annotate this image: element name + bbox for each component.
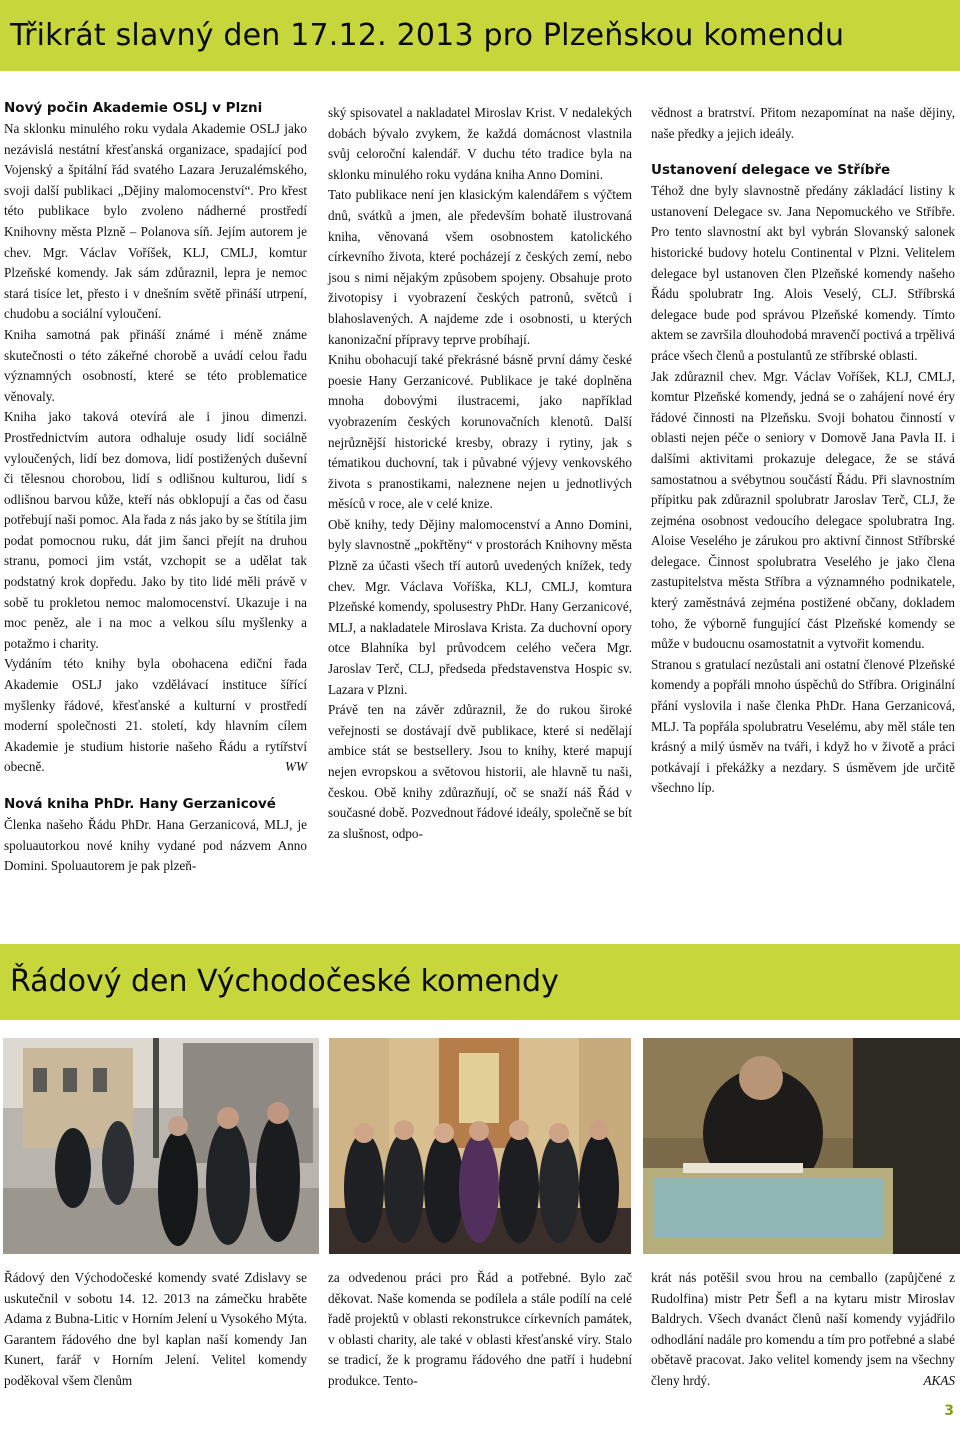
paragraph: Členka našeho Řádu PhDr. Hana Gerzanicová, MLJ, je spoluautorkou nové knihy vydané pod názvem Anno Domini. Spoluautorem je pak plzeň- [4,817,307,874]
article-title-1: Třikrát slavný den 17.12. 2013 pro Plzeňskou komendu [10,18,845,53]
paragraph: Kniha jako taková otevírá ale i jinou dimenzi. Prostřednictvím autora odhaluje osudy lidí sociálně vyloučených, lidí bez domova, lidí postižených duševní či tělesnou chorobou, lidí s odlišnou kulturou, lidí s odlišnou barvou kůže, kteří nás obklopují a čas od času potřebují naši pomoc. Ala řada z nás jako by se štítila jim podat pomocnou ruku, dát jim šanci přejít na druhou stranu, pomoci jim vstát, vzchopit se a udělat tak podstatný krok dopředu. Jako by tito lidé měli právě v sobě tu prokletou nemoc malomocenství. Ukazuje i na moc peněz, ale i na moc a velkou sílu myšlenky a potažmo i charity. [4,409,307,651]
paragraph: Téhož dne byly slavnostně předány základácí listiny k ustanovení Delegace sv. Jana Nepomuckého ve Stříbře. Pro tento slavnostní akt byl vybrán Slovanský salonek historické budovy hotelu Continental v Plzni. Velitelem delegace byl ustanoven člen Plzeňské komendy našeho Řádu spolubratr Ing. Alois Veselý, CLJ. Stříbrská delegace bude pod správou Plzeňské komendy. Tímto aktem se završila dlouhodobá mravenčí poctivá a trpělivá práce všech členů a postulantů ze stříbrské oblasti. [651,183,955,363]
paragraph: za odvedenou práci pro Řád a potřebné. Bylo zač děkovat. Naše komenda se podílela a stále podílí na celé řadě projektů v oblasti rekonstrukce církevních památek, v oblasti charity, ale také v oblasti křesťanské víry. Stalo se tradicí, že k programu řádového dne patří i hudební produkce. Tento- [328,1270,632,1388]
paragraph-text: Vydáním této knihy byla obohacena ediční řada Akademie OSLJ jako vzdělávací instituce šířící myšlenky řádové, křesťanské a kulturní v prostředí moderní společnosti 21. století, kdy hlavním cílem Akademie je studium historie našeho Řádu a rytířství obecně. [4,656,307,775]
article-title-2: Řádový den Východočeské komendy [10,964,559,999]
paragraph [4,654,307,778]
photo-group [329,1038,631,1254]
paragraph: vědnost a bratrství. Přitom nezapomínat na naše dějiny, naše předky a jejich ideály. [651,105,955,141]
subheading-kniha: Nová kniha PhDr. Hany Gerzanicové [4,796,276,812]
column-2 [328,103,632,844]
paragraph: ský spisovatel a nakladatel Miroslav Krist. V nedalekých dobách bývalo zvykem, že každá domácnost vlastnila svůj celoroční kalendář. V duchu této tradice byla na sklonku minulého roku vydána kniha Anno Domini. [328,105,632,182]
column-3 [651,103,955,799]
paragraph: Stranou s gratulací nezůstali ani ostatní členové Plzeňské komendy a popřáli mnoho úspěchů do Stříbra. Originální přání vyslovila i naše členka PhDr. Hana Gerzanicová, MLJ. Ta popřála spolubratru Veselému, aby měl stále ten krásný a milý úsměv na tváři, i když ho v životě a práci potkávají i překážky a nezdary. S úsměvem jde určitě všechno líp. [651,656,955,796]
bottom-column-3 [651,1268,955,1392]
paragraph: Na sklonku minulého roku vydala Akademie OSLJ jako nezávislá nestátní křesťanská organizace, spadající pod Vojenský a špitální řád svatého Lazara Jeruzalémského, svoji další publikaci „Dějiny malomocenství“. Pro křest této publikace bylo zvoleno nádherné prostředí Knihovny města Plzně – Polanova síň. Jejím autorem je chev. Mgr. Václav Voříšek, KLJ, CMLJ, komtur Plzeňské komendy. Jak sám zdůraznil, lepra je nemoc stará tisíce let, přesto i v dnešním světě přináší utrpení, chudobu a sociální vyloučení. [4,121,307,322]
paragraph: Tato publikace není jen klasickým kalendářem s výčtem dnů, svátků a jmen, ale především bohatě ilustrovaná kniha, věnovaná všem osobnostem katolického církevního života, které pocházejí z českých zemí, nebo jsou s nimi nějakým způsobem spojeny. Obsahuje proto životopisy i vyobrazení českých patronů, světců i blahoslavených. A najdeme zde i osobnosti, u kterých kanonizační přípravy teprve probíhají. [328,187,632,347]
column-1 [4,98,307,877]
paragraph: Kniha samotná pak přináší známé i méně známe skutečnosti o této zákeřné chorobě a uvádí celou řadu významných osobností, které se této problematice věnovaly. [4,326,307,404]
photo-harpsichord [643,1038,960,1254]
signature: WW [285,759,307,775]
paragraph [651,1268,955,1392]
signature: AKAS [923,1372,955,1388]
subheading-delegace: Ustanovení delegace ve Stříbře [651,162,891,179]
paragraph: Knihu obohacují také překrásné básně první dámy české poesie Hany Gerzanicové. Publikace je také doplněna mnoha dobovými ilustracemi, jako například vyobrazením českých korunovačních klenotů. Další nejrůznější historické kresby, obrazy i rytiny, jak s tématikou duchovní, tak i půvabné výjevy venkovského života s pranostikami, naleznene nejen u jednotlivých měsíců v roce, ale v celé knize. [328,352,632,512]
paragraph: Řádový den Východočeské komendy svaté Zdislavy se uskutečnil v sobotu 14. 12. 2013 na zámečku hraběte Adama z Bubna-Litic v Horním Jelení u Vysokého Mýta. Garantem řádového dne byl kaplan naší komendy Jan Kunert, farář v Horním Jelení. Velitel komendy poděkoval všem členům [4,1270,307,1388]
header-banner-2 [0,944,960,1020]
page-number: 3 [944,1403,954,1419]
bottom-column-2 [328,1268,632,1392]
paragraph: Obě knihy, tedy Dějiny malomocenství a Anno Domini, byly slavnostně „pokřtěny“ v prostorách Knihovny města Plzně za účasti všech tří autorů uvedených knížek, tedy chev. Mgr. Václava Voříška, KLJ, CMLJ, komtura Plzeňské komendy, spolusestry PhDr. Hany Gerzanicové, MLJ, a nakladatele Miroslava Krista. Za duchovní opory otce Blahníka byl průvodcem celého večera Mgr. Jaroslav Terč, CLJ, předseda představenstva Hospic sv. Lazara v Plzni. [328,516,632,697]
paragraph: Právě ten na závěr zdůraznil, že do rukou široké veřejnosti se dostávají dvě publikace, které si nedělají ambice stát se bestsellery. Jsou to knihy, které mapují nejen evropskou a světovou historii, ale hlavně tu naši, českou. Obě knihy zdůrazňují, oč se snaží náš Řád v současné době. Pozvednout řádové ideály, společně se bít za slušnost, odpo- [328,702,632,841]
photo-procession [3,1038,319,1254]
subheading-akademie: Nový počin Akademie OSLJ v Plzni [4,100,263,116]
header-banner-1 [0,0,960,71]
bottom-column-1 [4,1268,307,1392]
paragraph-text: krát nás potěšil svou hrou na cemballo (zapůjčené z Rudolfina) mistr Petr Šefl a na kytaru mistr Miroslav Baldrych. Všech dvanáct členů naší komendy vyjádřilo odhodlání nadále pro komendu a tím pro potřebné a slabé obětavě pracovat. Jako velitel komendy jsem na všechny členy hrdý. [651,1270,955,1388]
paragraph: Jak zdůraznil chev. Mgr. Václav Voříšek, KLJ, CMLJ, komtur Plzeňské komendy, jedná se o zahájení nové éry řádové činnosti na Plzeňsku. Svoji bohatou činností v oblasti nejen péče o seniory v Domově Jana Pavla II. i dalšími aktivitami prokazuje delegace, že se stává samostatnou a svébytnou součástí Řádu. Při slavnostním přípitku pak zdůraznil spolubratr Jaroslav Terč, CLJ, že zejména osobnost vedoucího delegace spolubratra Ing. Aloise Veselého je zárukou pro aktivní činnost Stříbrské delegace. Činnost spolubratra Veselého je jako člena zastupitelstva města Stříbra a významného podnikatele, který zaměstnává zejména postižené občany, dokladem toho, že výborně fungující část Plzeňské komendy se může v budoucnu osamostatnit a vytvořit komendu. [651,368,955,652]
